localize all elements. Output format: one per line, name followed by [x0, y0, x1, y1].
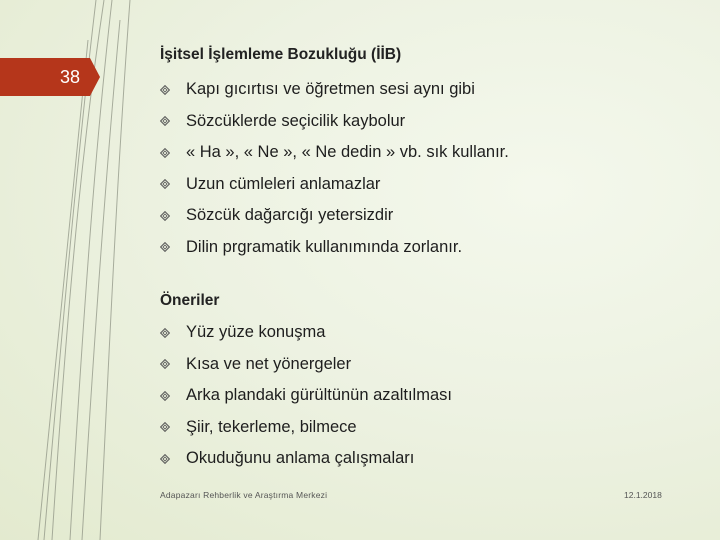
- list-item-text: Yüz yüze konuşma: [186, 323, 326, 342]
- diamond-bullet-icon: [160, 359, 170, 369]
- diamond-bullet-icon: [160, 454, 170, 464]
- list-item: [160, 317, 452, 349]
- list-item: [160, 74, 509, 106]
- list-item-text: Okuduğunu anlama çalışmaları: [186, 449, 415, 468]
- list-item-text: Sözcüklerde seçicilik kaybolur: [186, 111, 406, 130]
- diamond-bullet-icon: [160, 211, 170, 221]
- list-item: [160, 349, 452, 381]
- diamond-bullet-icon: [160, 422, 170, 432]
- list-item-text: « Ha », « Ne », « Ne dedin » vb. sık kullanır.: [186, 143, 509, 162]
- list-item: [160, 169, 509, 201]
- recommendation-list: [160, 317, 452, 475]
- list-item: [160, 106, 509, 138]
- list-item: [160, 137, 509, 169]
- list-item-text: Arka plandaki gürültünün azaltılması: [186, 386, 452, 405]
- list-item-text: Kısa ve net yönergeler: [186, 354, 352, 373]
- list-item: [160, 380, 452, 412]
- diamond-bullet-icon: [160, 242, 170, 252]
- page-number: 38: [59, 67, 80, 87]
- list-item: [160, 232, 509, 264]
- slide-title: İşitsel İşlemleme Bozukluğu (İİB): [160, 46, 402, 63]
- recommendations-heading: Öneriler: [160, 292, 220, 309]
- list-item-text: Sözcük dağarcığı yetersizdir: [186, 206, 394, 225]
- list-item-text: Şiir, tekerleme, bilmece: [186, 417, 357, 436]
- page-number-badge: [0, 58, 90, 96]
- list-item-text: Kapı gıcırtısı ve öğretmen sesi aynı gibi: [186, 80, 475, 99]
- diamond-bullet-icon: [160, 391, 170, 401]
- list-item: [160, 443, 452, 475]
- footer-date: 12.1.2018: [624, 490, 662, 500]
- list-item: [160, 200, 509, 232]
- symptom-list: [160, 74, 509, 263]
- list-item: [160, 412, 452, 444]
- list-item-text: Dilin prgramatik kullanımında zorlanır.: [186, 237, 463, 256]
- diamond-bullet-icon: [160, 148, 170, 158]
- footer-organization: Adapazarı Rehberlik ve Araştırma Merkezi: [160, 490, 328, 500]
- diamond-bullet-icon: [160, 179, 170, 189]
- diamond-bullet-icon: [160, 328, 170, 338]
- diamond-bullet-icon: [160, 116, 170, 126]
- list-item-text: Uzun cümleleri anlamazlar: [186, 174, 381, 193]
- diamond-bullet-icon: [160, 85, 170, 95]
